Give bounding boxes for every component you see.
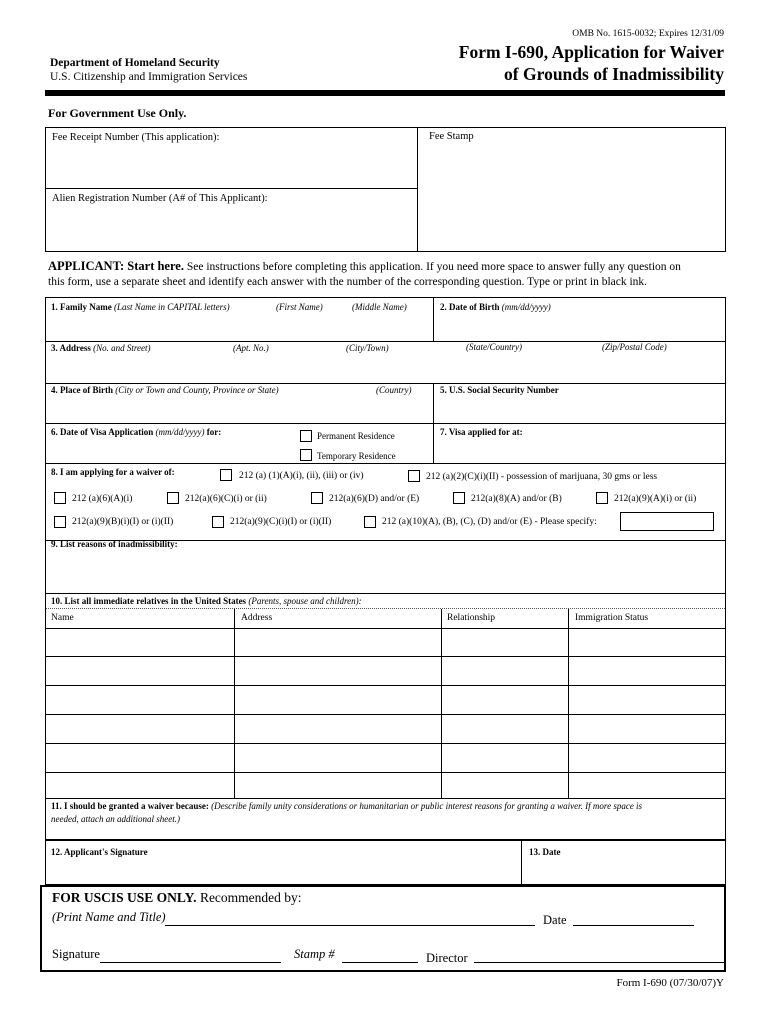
address-label: 3. Address (No. and Street)	[51, 343, 151, 353]
waiver-212a9B-checkbox[interactable]	[54, 516, 66, 528]
agency-name: U.S. Citizenship and Immigration Services	[50, 71, 248, 83]
table-header-address: Address	[241, 613, 273, 623]
uscis-signature-line[interactable]	[100, 962, 281, 963]
uscis-date-line[interactable]	[573, 925, 694, 926]
table-col-line	[234, 609, 235, 798]
waiver-212a8-label: 212(a)(8)(A) and/or (B)	[471, 494, 562, 504]
visa-date-label: 6. Date of Visa Application (mm/dd/yyyy) for:	[51, 427, 222, 437]
header-rule	[45, 90, 725, 96]
table-row[interactable]	[45, 685, 726, 686]
applicant-instructions	[48, 259, 738, 290]
waiver-212a6C-label: 212(a)(6)(C)(i) or (ii)	[185, 494, 267, 504]
omb-number: OMB No. 1615-0032; Expires 12/31/09	[572, 29, 724, 39]
waiver-specify-input[interactable]	[620, 512, 714, 531]
gov-use-box	[45, 127, 726, 252]
uscis-signature-label: Signature	[52, 947, 100, 961]
first-name-label: (First Name)	[276, 302, 323, 312]
uscis-heading: FOR USCIS USE ONLY. Recommended by:	[52, 890, 302, 905]
row-line	[45, 383, 726, 384]
waiver-212a8-checkbox[interactable]	[453, 492, 465, 504]
table-row[interactable]	[45, 772, 726, 773]
waiver-212a6Ai-label: 212 (a)(6)(A)(i)	[72, 494, 133, 504]
waiver-212a2-label: 212 (a)(2)(C)(i)(II) - possession of marijuana, 30 gms or less	[426, 472, 658, 482]
apt-label: (Apt. No.)	[233, 343, 269, 353]
temporary-residence-checkbox[interactable]	[300, 449, 312, 461]
form-title	[459, 41, 724, 85]
visa-location-label: 7. Visa applied for at:	[440, 427, 523, 437]
waiver-reason-label: 11. I should be granted a waiver because: (Describe family unity considerations or humanitarian or public interest reasons for granting a waiver. If more space is needed, attach an additional sheet.)	[51, 801, 643, 824]
permanent-residence-checkbox[interactable]	[300, 430, 312, 442]
waiver-212a10-checkbox[interactable]	[364, 516, 376, 528]
form-title-line1: Form I-690, Application for Waiver	[458, 42, 724, 62]
permanent-residence-label: Permanent Residence	[317, 431, 395, 441]
alien-reg-label: Alien Registration Number (A# of This Applicant):	[52, 193, 268, 204]
dob-label: 2. Date of Birth (mm/dd/yyyy)	[440, 302, 551, 312]
print-name-label: (Print Name and Title)	[52, 910, 166, 924]
waiver-212a1-checkbox[interactable]	[220, 469, 232, 481]
waiver-212a6Ai-checkbox[interactable]	[54, 492, 66, 504]
applicant-signature-label[interactable]: 12. Applicant's Signature	[51, 847, 148, 857]
table-row[interactable]	[45, 628, 726, 629]
fee-stamp-label: Fee Stamp	[429, 131, 474, 142]
table-col-line	[441, 609, 442, 798]
form-title-line2: of Grounds of Inadmissibility	[504, 64, 724, 84]
applicant-start: APPLICANT: Start here.	[48, 259, 184, 273]
form-id-footer: Form I-690 (07/30/07)Y	[616, 977, 724, 989]
gov-use-hdivider	[45, 188, 417, 189]
inadmissibility-label: 9. List reasons of inadmissibility:	[51, 539, 178, 549]
waiver-212a2-checkbox[interactable]	[408, 470, 420, 482]
instructions-line1: See instructions before completing this application. If you need more space to answer fully any question on	[186, 261, 681, 273]
waiver-212a9A-checkbox[interactable]	[596, 492, 608, 504]
stamp-label: Stamp #	[294, 947, 335, 961]
col-line	[433, 383, 434, 463]
stamp-line[interactable]	[342, 962, 418, 963]
department-name: Department of Homeland Security	[50, 57, 220, 69]
waiver-212a9B-label: 212(a)(9)(B)(i)(I) or (i)(II)	[72, 517, 174, 527]
signature-divider	[521, 840, 522, 885]
family-name-label: 1. Family Name (Last Name in CAPITAL letters)	[51, 302, 230, 312]
director-line[interactable]	[474, 962, 724, 963]
middle-name-label: (Middle Name)	[352, 302, 407, 312]
row-line	[45, 423, 726, 424]
waiver-212a6D-label: 212(a)(6)(D) and/or (E)	[329, 494, 420, 504]
ssn-label: 5. U.S. Social Security Number	[440, 385, 559, 395]
table-row[interactable]	[45, 743, 726, 744]
instructions-line2: this form, use a separate sheet and identify each answer with the number of the corresponding question. Type or print in black ink.	[48, 276, 648, 288]
waiver-212a6D-checkbox[interactable]	[311, 492, 323, 504]
table-header-relationship: Relationship	[447, 613, 496, 623]
zip-label: (Zip/Postal Code)	[602, 342, 667, 352]
waiver-label: 8. I am applying for a waiver of:	[51, 467, 175, 477]
temporary-residence-label: Temporary Residence	[317, 451, 396, 461]
row-line	[45, 798, 726, 799]
waiver-212a6C-checkbox[interactable]	[167, 492, 179, 504]
print-name-line[interactable]	[165, 925, 535, 926]
city-label: (City/Town)	[346, 343, 389, 353]
table-header-name: Name	[51, 613, 74, 623]
state-label: (State/Country)	[466, 342, 522, 352]
row-line	[45, 593, 726, 594]
uscis-date-label: Date	[543, 913, 567, 927]
relatives-label: 10. List all immediate relatives in the United States (Parents, spouse and children):	[51, 596, 362, 606]
waiver-212a10-label: 212 (a)(10)(A), (B), (C), (D) and/or (E) - Please specify:	[382, 517, 597, 527]
waiver-212a9A-label: 212(a)(9)(A)(i) or (ii)	[614, 494, 697, 504]
waiver-212a1-label: 212 (a) (1)(A)(i), (ii), (iii) or (iv)	[239, 471, 364, 481]
relatives-table	[45, 609, 726, 798]
waiver-212a9C-label: 212(a)(9)(C)(i)(I) or (i)(II)	[230, 517, 332, 527]
director-label: Director	[426, 951, 468, 965]
table-col-line	[568, 609, 569, 798]
row-line	[45, 463, 726, 464]
waiver-212a9C-checkbox[interactable]	[212, 516, 224, 528]
table-row[interactable]	[45, 714, 726, 715]
fee-receipt-label: Fee Receipt Number (This application):	[52, 132, 220, 143]
table-row[interactable]	[45, 656, 726, 657]
table-header-status: Immigration Status	[575, 613, 649, 623]
place-of-birth-label: 4. Place of Birth (City or Town and County, Province or State)	[51, 385, 279, 395]
inadmissibility-input[interactable]	[46, 552, 725, 592]
gov-use-heading: For Government Use Only.	[48, 106, 187, 120]
gov-use-divider	[417, 127, 418, 252]
col-line	[433, 297, 434, 341]
country-label: (Country)	[376, 385, 412, 395]
signature-date-label[interactable]: 13. Date	[529, 847, 561, 857]
